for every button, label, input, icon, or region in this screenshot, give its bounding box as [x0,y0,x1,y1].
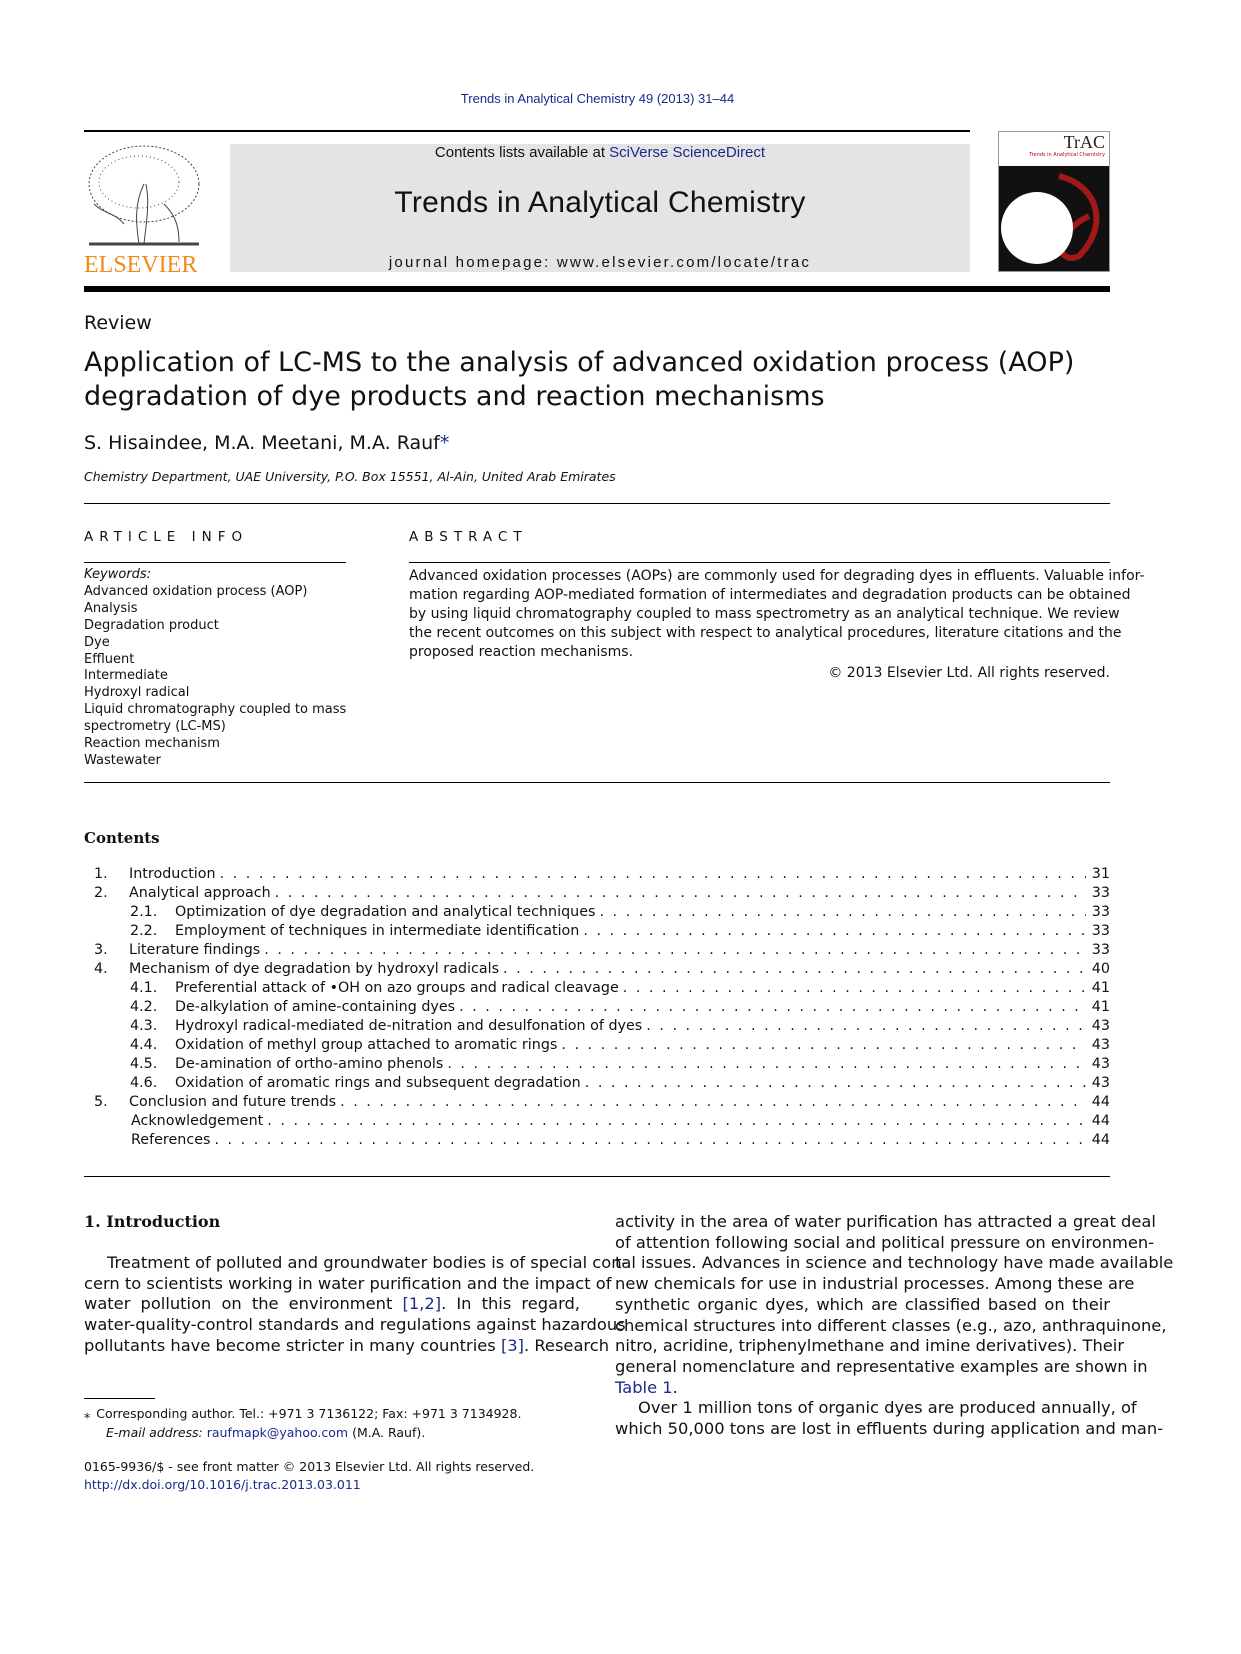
toc-label[interactable]: Oxidation of methyl group attached to aromatic rings [175,1037,558,1053]
toc-entry[interactable] [94,1075,1110,1094]
toc-page: 44 [1091,1132,1110,1148]
toc-page: 43 [1091,1056,1110,1072]
toc-label[interactable]: Optimization of dye degradation and analytical techniques [175,904,596,920]
toc-leader [267,1113,1086,1129]
divider [84,782,1110,783]
toc-page: 41 [1091,980,1110,996]
toc-entry[interactable] [94,1056,1110,1075]
toc-leader [214,1132,1086,1148]
body-line [615,1336,1125,1357]
citation-link[interactable]: Table 1 [615,1377,673,1397]
keyword-item: Advanced oxidation process (AOP) [84,583,308,599]
body-line [615,1419,1164,1440]
body-line [615,1356,1148,1378]
keyword-item: Liquid chromatography coupled to mass [84,702,347,718]
toc-leader [623,980,1086,996]
toc-page: 40 [1091,961,1110,977]
abstract-line: the recent outcomes on this subject with respect to analytical procedures, literature citations and the [409,625,1122,641]
keyword-item: Effluent [84,651,135,667]
body-text: pollutants have become stricter in many countries [84,1335,501,1355]
article-title: Application of LC-MS to the analysis of advanced oxidation process (AOP) degradation of dye products and reaction mechanisms [84,347,1075,412]
toc-page: 44 [1091,1094,1110,1110]
body-text: chemical structures into different classes (e.g., azo, anthraquinone, [615,1315,1167,1335]
section-heading-introduction: 1. Introduction [84,1212,221,1231]
toc-label[interactable]: Introduction [129,866,216,882]
toc-entry[interactable] [94,1037,1110,1056]
toc-entry[interactable] [94,1132,1110,1151]
keyword-item: Analysis [84,600,138,616]
corresponding-author-mark[interactable]: * [439,432,450,454]
body-line [615,1398,1137,1419]
toc-page: 33 [1091,942,1110,958]
abstract-heading: ABSTRACT [409,529,528,545]
article-type: Review [84,312,152,334]
body-text: general nomenclature and representative examples are shown in [615,1356,1148,1376]
intro-right-column [615,1212,1174,1440]
body-text: . [672,1377,678,1397]
keyword-item: Wastewater [84,752,161,768]
body-text: water-quality-control standards and regulations against hazardous [84,1315,626,1335]
body-line [615,1212,1156,1233]
body-text: nitro, acridine, triphenylmethane and imine derivatives). Their [615,1336,1125,1356]
body-line [84,1253,628,1274]
abstract-text [409,567,1145,683]
toc-label[interactable]: Acknowledgement [131,1113,264,1129]
doi-link[interactable]: http://dx.doi.org/10.1016/j.trac.2013.03.011 [84,1477,361,1492]
body-line [615,1253,1174,1274]
author-names[interactable]: S. Hisaindee, M.A. Meetani, M.A. Rauf [84,432,440,454]
body-line [615,1378,1110,1399]
toc-page: 31 [1091,866,1110,882]
toc-label[interactable]: Literature findings [129,942,261,958]
intro-left-column [84,1253,628,1357]
toc-number: 2. [94,885,108,901]
abstract-line: proposed reaction mechanisms. [409,644,634,660]
journal-cover-image [998,131,1110,272]
toc-number: 2.1. [130,904,158,920]
sciencedirect-link[interactable]: SciVerse ScienceDirect [609,144,766,161]
body-text: Over 1 million tons of organic dyes are produced annually, of [638,1398,1137,1418]
authors [84,432,449,454]
toc-entry[interactable] [94,961,1110,980]
toc-entry[interactable] [94,1113,1110,1132]
toc-label[interactable]: De-amination of ortho-amino phenols [175,1056,444,1072]
contents-prefix: Contents lists available at [434,144,610,161]
toc-label[interactable]: Oxidation of aromatic rings and subsequent degradation [175,1075,581,1091]
body-text: of attention following social and political pressure on environmen- [615,1232,1155,1252]
footnote-mark: ⁎ [84,1406,91,1421]
elsevier-logo [84,144,204,274]
toc-leader [561,1037,1086,1053]
cover-subtitle: Trends in Analytical Chemistry [1029,152,1105,158]
toc-number: 2.2. [130,923,158,939]
contents-heading: Contents [84,829,160,847]
body-line [615,1315,1167,1337]
table-of-contents [94,866,1110,1151]
toc-leader [503,961,1086,977]
toc-label[interactable]: Hydroxyl radical-mediated de-nitration and desulfonation of dyes [175,1018,643,1034]
toc-label[interactable]: Employment of techniques in intermediate identification [175,923,580,939]
email-label: E-mail address: [106,1425,207,1440]
toc-leader [583,923,1086,939]
keyword-item: Dye [84,634,110,650]
body-text: Treatment of polluted and groundwater bodies is of special con- [107,1253,628,1272]
toc-entry[interactable] [94,923,1110,942]
toc-number: 4.4. [130,1037,158,1053]
footnote-text: Corresponding author. Tel.: +971 3 7136122; Fax: +971 3 7134928. [96,1406,522,1421]
toc-leader [447,1056,1086,1072]
journal-name: Trends in Analytical Chemistry [394,186,806,219]
toc-page: 43 [1091,1075,1110,1091]
toc-page: 33 [1091,885,1110,901]
toc-number: 4.2. [130,999,158,1015]
body-line [615,1295,1110,1316]
body-text: which 50,000 tons are lost in effluents during application and man- [615,1419,1164,1439]
citation-link[interactable]: [3] [500,1335,524,1355]
toc-entry[interactable] [94,980,1110,999]
body-line [615,1274,1135,1295]
toc-page: 44 [1091,1113,1110,1129]
keyword-item: spectrometry (LC-MS) [84,719,226,735]
keywords [84,567,354,770]
toc-leader [340,1094,1086,1110]
toc-label[interactable]: Analytical approach [129,885,271,901]
toc-label[interactable]: References [131,1132,211,1148]
body-line [84,1335,610,1357]
toc-number: 1. [94,866,108,882]
body-text: activity in the area of water purification has attracted a great deal [615,1212,1156,1231]
toc-leader [275,885,1086,901]
toc-leader [646,1018,1086,1034]
toc-entry[interactable] [94,885,1110,904]
body-line [615,1232,1155,1254]
toc-label[interactable]: Conclusion and future trends [129,1094,337,1110]
toc-entry[interactable] [94,1018,1110,1037]
body-text: tal issues. Advances in science and technology have made available [615,1253,1174,1273]
issn-line: 0165-9936/$ - see front matter © 2013 Elsevier Ltd. All rights reserved. [84,1459,535,1474]
divider [84,1176,1110,1177]
header-thick-rule [84,286,1110,292]
toc-leader [459,999,1086,1015]
affiliation: Chemistry Department, UAE University, P.O. Box 15551, Al-Ain, United Arab Emirates [84,469,616,484]
body-text: synthetic organic dyes, which are classified based on their [615,1294,1110,1314]
keywords-label: Keywords: [84,567,152,582]
toc-label[interactable]: De-alkylation of amine-containing dyes [175,999,456,1015]
divider [84,503,1110,504]
toc-leader [599,904,1086,920]
body-text: . Research [524,1335,610,1355]
toc-number: 4. [94,961,108,977]
toc-page: 33 [1091,923,1110,939]
abstract-line: by using liquid chromatography coupled to mass spectrometry as an analytical technique. We review [409,606,1120,622]
toc-entry[interactable] [94,942,1110,961]
toc-leader [264,942,1086,958]
toc-entry[interactable] [94,904,1110,923]
toc-number: 4.6. [130,1075,158,1091]
header-rule [84,130,970,132]
toc-leader [220,866,1086,882]
toc-number: 4.3. [130,1018,158,1034]
toc-entry[interactable] [94,999,1110,1018]
abstract-line: mation regarding AOP-mediated formation of intermediates and degradation products can be obtained [409,587,1131,603]
toc-entry[interactable] [94,866,1110,885]
toc-page: 41 [1091,999,1110,1015]
svg-text:ELSEVIER: ELSEVIER [84,252,198,274]
toc-number: 4.5. [130,1056,158,1072]
toc-page: 33 [1091,904,1110,920]
body-text: new chemicals for use in industrial processes. Among these are [615,1274,1135,1294]
article-info-heading: ARTICLE INFO [84,529,249,545]
footnote-rule [84,1398,155,1399]
email-after: (M.A. Rauf). [348,1425,426,1440]
citation-link[interactable]: [1,2] [402,1294,442,1314]
toc-number: 4.1. [130,980,158,996]
toc-page: 43 [1091,1018,1110,1034]
body-line [84,1315,626,1336]
journal-homepage[interactable]: journal homepage: www.elsevier.com/locate/trac [388,254,812,271]
journal-reference[interactable]: Trends in Analytical Chemistry 49 (2013) 31–44 [460,91,735,106]
toc-page: 43 [1091,1037,1110,1053]
toc-leader [585,1075,1086,1091]
journal-banner [230,144,970,272]
front-matter [84,1458,534,1494]
cover-title: TrAC [1063,132,1105,152]
toc-number: 3. [94,942,108,958]
keyword-item: Reaction mechanism [84,736,220,752]
body-line [84,1273,612,1295]
abstract-copyright: © 2013 Elsevier Ltd. All rights reserved. [828,665,1110,681]
divider [409,562,1110,563]
footnote [84,1404,521,1442]
toc-label[interactable]: Mechanism of dye degradation by hydroxyl radicals [129,961,500,977]
toc-entry[interactable] [94,1094,1110,1113]
body-text: cern to scientists working in water purification and the impact of [84,1273,612,1293]
body-line [84,1294,580,1315]
divider [84,562,346,563]
email-link[interactable]: raufmapk@yahoo.com [206,1425,349,1440]
keyword-item: Intermediate [84,668,168,684]
keyword-item: Degradation product [84,617,219,633]
toc-number: 5. [94,1094,108,1110]
abstract-line: Advanced oxidation processes (AOPs) are commonly used for degrading dyes in effluents. Valuable infor- [409,568,1145,584]
keyword-item: Hydroxyl radical [84,685,190,701]
toc-label[interactable]: Preferential attack of •OH on azo groups and radical cleavage [175,980,619,996]
body-text: . In this regard, [441,1294,580,1314]
body-text: water pollution on the environment [84,1294,403,1314]
